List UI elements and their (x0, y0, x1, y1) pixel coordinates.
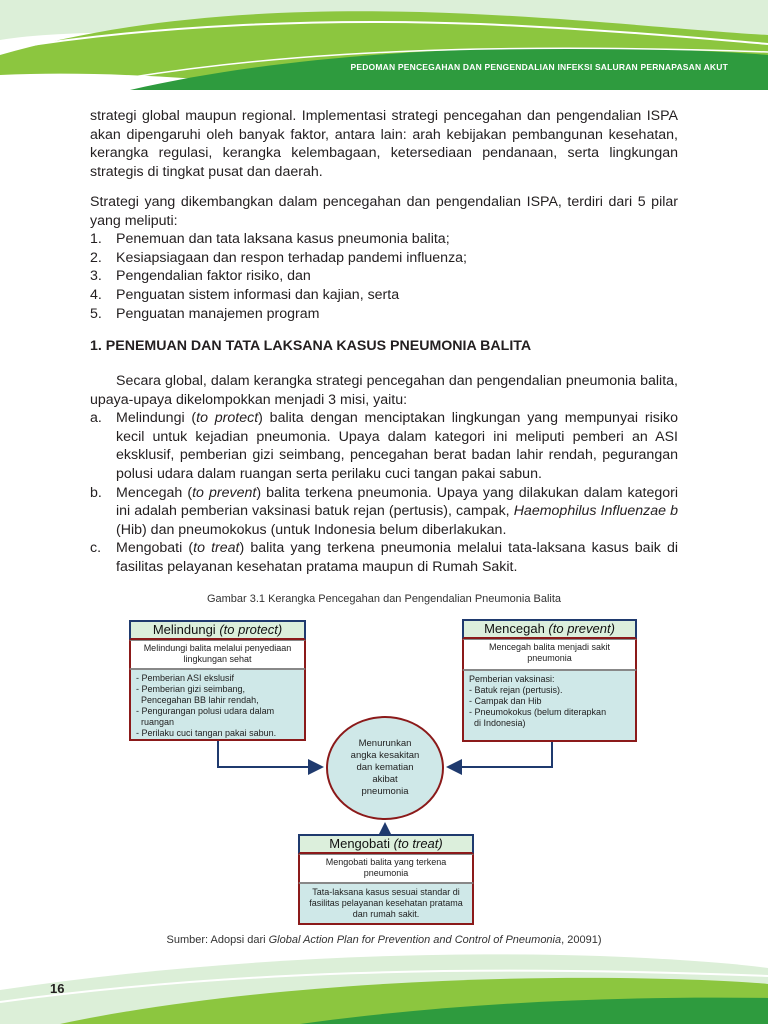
pillars-block (90, 193, 678, 323)
figure-source: Sumber: Adopsi dari Global Action Plan for Prevention and Control of Pneumonia, 20091) (166, 934, 602, 946)
protect-box-title: Melindungi (to protect) (129, 620, 306, 640)
prevent-box-subtitle: Mencegah balita menjadi sakit pneumonia (462, 639, 637, 670)
section-heading: 1. PENEMUAN DAN TATA LAKSANA KASUS PNEUMONIA BALITA (90, 338, 532, 354)
treat-box-subtitle: Mengobati balita yang terkena pneumonia (298, 854, 474, 883)
list-item: 3. Pengendalian faktor risiko, dan (90, 268, 311, 285)
paragraph-pillars: Strategi yang dikembangkan dalam pencegahan dan pengendalian ISPA, terdiri dari 5 pilar yang meliputi: (90, 194, 678, 229)
paragraph-intro: strategi global maupun regional. Implementasi strategi pencegahan dan pengendalian ISPA akan dipengaruhi oleh banyak faktor, antara lain: arah kebijakan pembangunan kesehatan, kerangka regulasi, kerangka kelembagaan, ketersediaan pendanaan, serta lingkungan strategis di tingkat pusat dan daerah. (90, 108, 678, 180)
section-body (90, 372, 678, 577)
list-item: 5. Penguatan manajemen program (90, 305, 320, 322)
prevent-box-title: Mencegah (to prevent) (462, 619, 637, 639)
treat-box-detail: Tata-laksana kasus sesuai standar di fasilitas pelayanan kesehatan pratama dan rumah sakit. (298, 883, 474, 925)
mission-item-prevent: b. Mencegah (to prevent) balita terkena pneumonia. Upaya yang dilakukan dalam kategori ini adalah pemberian vaksinasi batuk rejan (pertusis), campak, Haemophilus Influenzae b (Hib) dan pneumokokus (untuk Indonesia belum diberlakukan. (90, 484, 678, 538)
protect-box-subtitle: Melindungi balita melalui penyediaan lingkungan sehat (129, 640, 306, 669)
protect-box-list: - Pemberian ASI ekslusif - Pemberian gizi seimbang, Pencegahan BB lahir rendah, - Pengurangan polusi udara dalam ruangan - Perilaku cuci tangan pakai sabun. (129, 669, 306, 741)
footer-wave-graphic (0, 950, 768, 1024)
list-item: 1. Penemuan dan tata laksana kasus pneumonia balita; (90, 231, 450, 248)
figure-caption: Gambar 3.1 Kerangka Pencegahan dan Pengendalian Pneumonia Balita (206, 593, 562, 605)
mission-item-protect: a. Melindungi (to protect) balita dengan menciptakan lingkungan yang mempunyai risiko kecil untuk kejadian pneumonia. Upaya dalam kategori ini meliputi pemberi an ASI eksklusif, pemberian gizi seimbang, pencegahan berat badan lahir rendah, pegurangan polusi udara dalam ruangan serta perilaku cuci tangan pakai sabun. (90, 410, 678, 482)
goal-circle: Menurunkan angka kesakitan dan kematian akibat pneumonia (326, 716, 444, 820)
treat-box-title: Mengobati (to treat) (298, 834, 474, 854)
page-number: 16 (50, 981, 65, 996)
mission-item-treat: c. Mengobati (to treat) balita yang terkena pneumonia melalui tata-laksana kasus baik di fasilitas pelayanan kesehatan pratama maupun di Rumah Sakit. (90, 540, 678, 575)
header-wave-graphic (0, 0, 768, 90)
list-item: 4. Penguatan sistem informasi dan kajian, serta (90, 286, 400, 303)
running-header-title: PEDOMAN PENCEGAHAN DAN PENGENDALIAN INFEKSI SALURAN PERNAPASAN AKUT (350, 62, 728, 72)
prevent-box-list: Pemberian vaksinasi: - Batuk rejan (pertusis). - Campak dan Hib - Pneumokokus (belum diterapkan di Indonesia) (462, 670, 637, 742)
list-item: 2. Kesiapsiagaan dan respon terhadap pandemi influenza; (90, 249, 468, 266)
section-intro: Secara global, dalam kerangka strategi pencegahan dan pengendalian pneumonia balita, upaya-upaya dikelompokkan menjadi 3 misi, yaitu: (90, 373, 678, 408)
